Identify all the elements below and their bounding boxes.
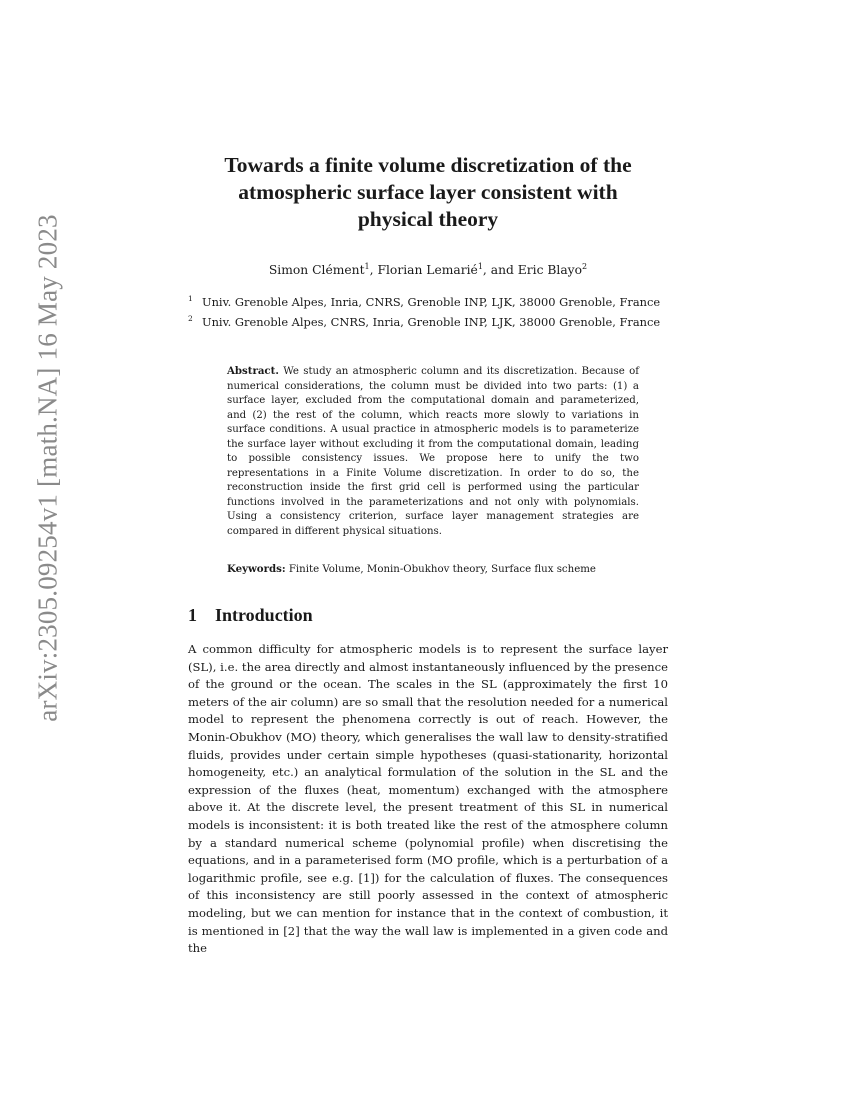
title-line-2: atmospheric surface layer consistent with — [238, 180, 618, 204]
title-line-1: Towards a finite volume discretization of the — [224, 153, 632, 177]
section-number: 1 — [188, 605, 197, 625]
section-heading — [188, 605, 313, 626]
author-name: Simon Clément — [268, 263, 365, 278]
author-affiliation-mark: 2 — [582, 262, 588, 271]
abstract — [227, 364, 639, 539]
affiliation-list — [188, 291, 688, 330]
affiliation-mark: 2 — [188, 313, 193, 323]
keywords — [227, 562, 639, 578]
affiliation-text: Univ. Grenoble Alpes, Inria, CNRS, Grenoble INP, LJK, 38000 Grenoble, France — [202, 295, 661, 309]
abstract-label: Abstract. — [227, 365, 279, 377]
author-separator: , and — [482, 263, 518, 278]
arxiv-identifier: arXiv:2305.09254v1 [math.NA] 16 May 2023 — [32, 214, 63, 722]
abstract-text: We study an atmospheric column and its discretization. Because of numerical considerations, the column must be divided into two parts: (1) a surface layer, excluded from the computational domain and parameterized, and (2) the rest of the column, which reacts more slowly to variations in surface conditions. A usual practice in atmospheric models is to parameterize the surface layer without excluding it from the computational domain, leading to possible consistency issues. We propose here to unify the two representations in a Finite Volume discretization. In order to do so, the reconstruction inside the first grid cell is performed using the particular functions involved in the parameterizations and not only with polynomials. Using a consistency criterion, surface layer management strategies are compared in different physical situations. — [227, 366, 639, 537]
affiliation-text: Univ. Grenoble Alpes, CNRS, Inria, Grenoble INP, LJK, 38000 Grenoble, France — [202, 314, 661, 329]
author-name: Florian Lemarié — [377, 263, 478, 278]
author-list — [150, 262, 706, 277]
author-affiliation-mark: 1 — [364, 262, 370, 271]
title-line-3: physical theory — [357, 207, 499, 231]
paper-title — [150, 152, 706, 233]
affiliation — [188, 291, 688, 311]
introduction-paragraph: A common difficulty for atmospheric models is to represent the surface layer (SL), i.e. the area directly and almost instantaneously influenced by the presence of the ground or the ocean. The scales in the SL (approximately the first 10 meters of the air column) are so small that the resolution needed for a numerical model to represent the phenomena correctly is out of reach. However, the Monin-Obukhov (MO) theory, which generalises the wall law to density-stratified fluids, provides under certain simple hypotheses (quasi-stationarity, horizontal homogeneity, etc.) an analytical formulation of the solution in the SL and the expression of the fluxes (heat, momentum) exchanged with the atmosphere above it. At the discrete level, the present treatment of this SL in numerical models is inconsistent: it is both treated like the rest of the atmosphere column by a standard numerical scheme (polynomial profile) when discretising the equations, and in a parameterised form (MO profile, which is a perturbation of a logarithmic profile, see e.g. [1]) for the calculation of fluxes. The consequences of this inconsistency are still poorly assessed in the context of atmospheric modeling, but we can mention for instance that in the context of combustion, it is mentioned in [2] that the way the wall law is implemented in a given code and the — [188, 642, 668, 956]
author-separator: , — [369, 263, 378, 278]
author-name: Eric Blayo — [517, 263, 583, 278]
author-affiliation-mark: 1 — [477, 262, 483, 271]
keywords-label: Keywords: — [227, 563, 286, 575]
affiliation-mark: 1 — [188, 294, 193, 303]
affiliation — [188, 311, 688, 331]
keywords-text: Finite Volume, Monin-Obukhov theory, Surface flux scheme — [288, 564, 596, 575]
section-title: Introduction — [215, 605, 313, 625]
